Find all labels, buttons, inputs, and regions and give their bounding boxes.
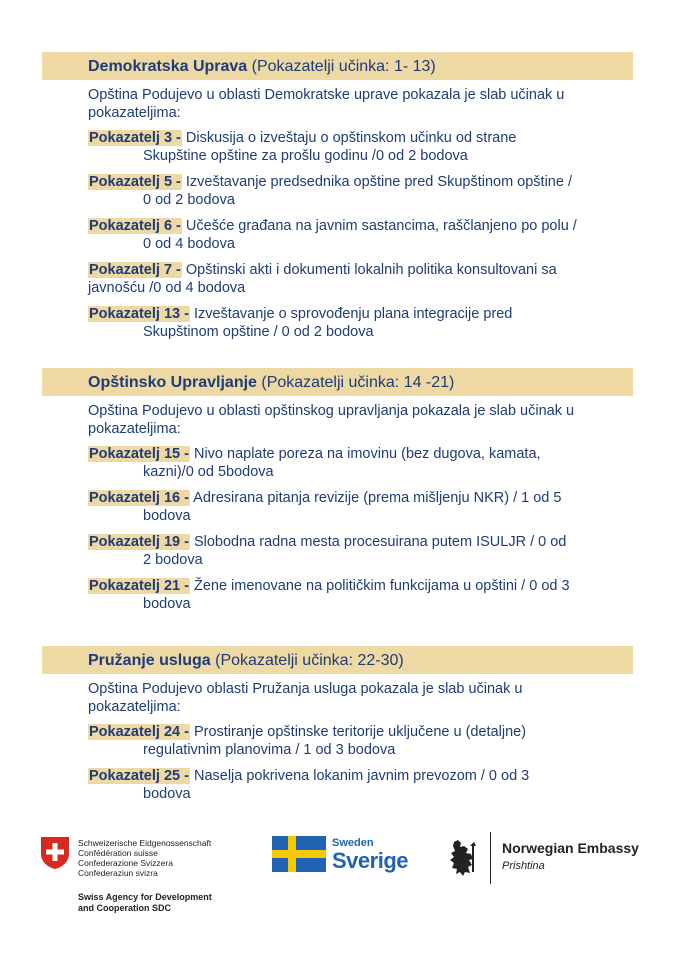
section-intro: Opština Podujevo u oblasti Demokratske uprave pokazala je slab učinak u pokazateljima: bbox=[88, 87, 565, 121]
sverige-label: Sverige bbox=[332, 848, 408, 873]
indicator-item: Pokazatelj 16 - Adresirana pitanja revizije (prema mišljenju NKR) / 1 od 5 bodova bbox=[89, 490, 562, 524]
section-title: Opštinsko Upravljanje (Pokazatelji učinka: 14 -21) bbox=[88, 374, 455, 391]
divider bbox=[490, 832, 491, 884]
section-title: Demokratska Uprava (Pokazatelji učinka: 1- 13) bbox=[88, 58, 436, 75]
indicator-item: Pokazatelj 21 - Žene imenovane na političkim funkcijama u opštini / 0 od 3 bodova bbox=[89, 578, 570, 612]
swiss-sdc-text: Swiss Agency for Development and Cooperation SDC bbox=[78, 892, 212, 913]
indicator-item: Pokazatelj 13 - Izveštavanje o sprovođenju plana integracije pred Skupštinom opštine / 0 od 2 bodova bbox=[89, 306, 513, 340]
swiss-confederation-text: Schweizerische Eidgenossenschaft Confédération suisse Confederazione Svizzera Confederaziun svizra bbox=[78, 838, 212, 878]
sweden-flag-icon bbox=[272, 836, 326, 872]
section-title: Pružanje usluga (Pokazatelji učinka: 22-30) bbox=[88, 652, 404, 669]
swiss-shield-icon bbox=[40, 836, 70, 870]
indicator-item: Pokazatelj 25 - Naselja pokrivena lokanim javnim prevozom / 0 od 3 bodova bbox=[89, 768, 530, 802]
indicator-item: Pokazatelj 15 - Nivo naplate poreza na imovinu (bez dugova, kamata, kazni)/0 od 5bodova bbox=[89, 446, 541, 480]
section-intro: Opština Podujevo oblasti Pružanja usluga pokazala je slab učinak u pokazateljima: bbox=[88, 681, 523, 715]
embassy-name: Norwegian Embassy bbox=[502, 840, 639, 856]
norway-lion-icon bbox=[446, 838, 478, 878]
section-intro: Opština Podujevo u oblasti opštinskog upravljanja pokazala je slab učinak u pokazateljima: bbox=[88, 403, 575, 437]
indicator-item: Pokazatelj 5 - Izveštavanje predsednika opštine pred Skupštinom opštine / 0 od 2 bodova bbox=[89, 174, 572, 208]
embassy-city: Prishtina bbox=[502, 860, 545, 872]
indicator-item: Pokazatelj 3 - Diskusija o izveštaju o opštinskom učinku od strane Skupštine opštine za prošlu godinu /0 od 2 bodova bbox=[89, 130, 517, 164]
indicator-item: Pokazatelj 19 - Slobodna radna mesta procesuirana putem ISULJR / 0 od 2 bodova bbox=[89, 534, 567, 568]
indicator-item: Pokazatelj 7 - Opštinski akti i dokumenti lokalnih politika konsultovani sa javnošću /0 od 4 bodova bbox=[88, 262, 557, 296]
indicator-item: Pokazatelj 6 - Učešće građana na javnim sastancima, raščlanjeno po polu / 0 od 4 bodova bbox=[89, 218, 577, 252]
sweden-label: Sweden bbox=[332, 837, 374, 849]
sponsor-logos bbox=[0, 820, 676, 960]
indicator-item: Pokazatelj 24 - Prostiranje opštinske teritorije uključene u (detaljne) regulativnim planovima / 1 od 3 bodova bbox=[89, 724, 527, 758]
